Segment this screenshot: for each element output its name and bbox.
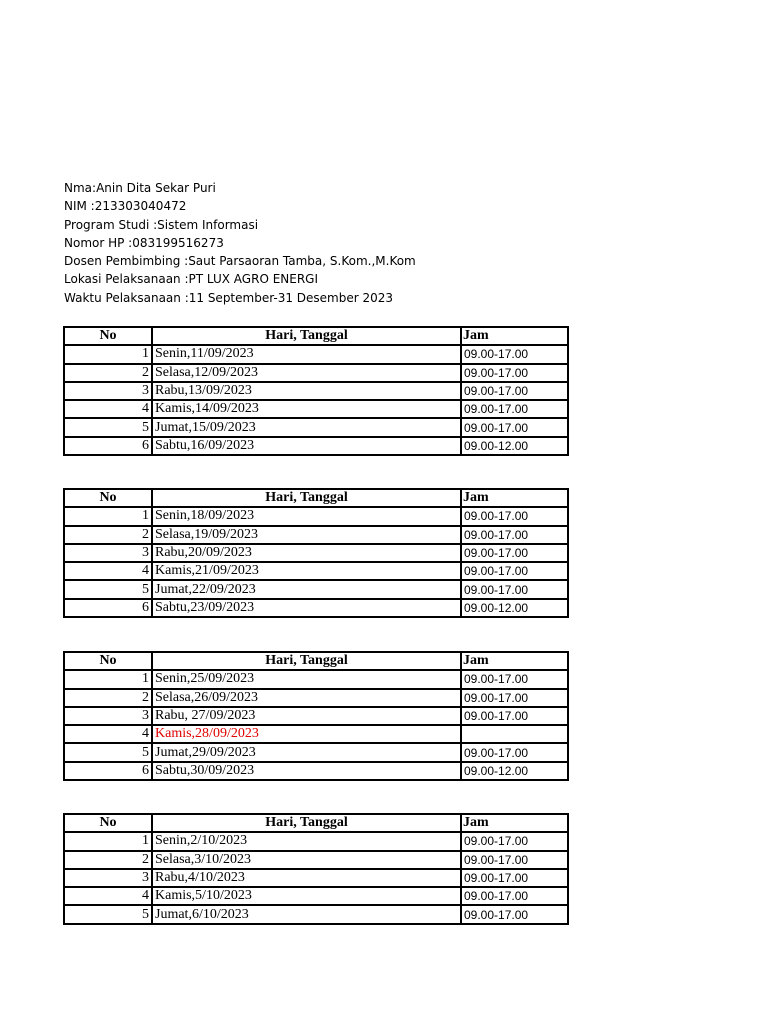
header-jam: Jam [461, 652, 568, 670]
table-row [64, 437, 568, 455]
cell-jam: 09.00-17.00 [461, 851, 568, 869]
table-header-row [64, 327, 568, 345]
cell-no: 2 [64, 851, 152, 869]
header-no: No [64, 652, 152, 670]
table-row [64, 544, 568, 562]
cell-no: 6 [64, 762, 152, 780]
cell-hari-tanggal: Rabu,13/09/2023 [152, 382, 461, 400]
cell-jam: 09.00-17.00 [461, 507, 568, 525]
cell-no: 2 [64, 364, 152, 382]
cell-no: 3 [64, 382, 152, 400]
header-jam: Jam [461, 814, 568, 832]
cell-jam: 09.00-17.00 [461, 832, 568, 850]
cell-jam: 09.00-12.00 [461, 437, 568, 455]
cell-no: 1 [64, 345, 152, 363]
table-row [64, 707, 568, 725]
cell-jam: 09.00-17.00 [461, 544, 568, 562]
table-row [64, 689, 568, 707]
table-row [64, 562, 568, 580]
table-row [64, 345, 568, 363]
table-header-row [64, 814, 568, 832]
cell-jam: 09.00-17.00 [461, 382, 568, 400]
cell-hari-tanggal: Kamis,5/10/2023 [152, 887, 461, 905]
cell-hari-tanggal: Kamis,21/09/2023 [152, 562, 461, 580]
cell-no: 4 [64, 887, 152, 905]
table-row [64, 725, 568, 743]
schedule-table-4 [63, 813, 569, 925]
cell-hari-tanggal: Jumat,6/10/2023 [152, 905, 461, 923]
cell-no: 6 [64, 599, 152, 617]
table-row [64, 832, 568, 850]
cell-jam: 09.00-17.00 [461, 743, 568, 761]
cell-hari-tanggal: Rabu,4/10/2023 [152, 869, 461, 887]
table-row [64, 743, 568, 761]
table-row [64, 400, 568, 418]
cell-hari-tanggal: Jumat,29/09/2023 [152, 743, 461, 761]
info-hp: Nomor HP :083199516273 [64, 235, 224, 250]
cell-jam: 09.00-17.00 [461, 670, 568, 688]
schedule-table-2 [63, 488, 569, 618]
cell-no: 4 [64, 725, 152, 743]
cell-jam: 09.00-17.00 [461, 869, 568, 887]
cell-no: 1 [64, 507, 152, 525]
header-jam: Jam [461, 489, 568, 507]
info-dosen: Dosen Pembimbing :Saut Parsaoran Tamba, S.Kom.,M.Kom [64, 254, 416, 269]
cell-hari-tanggal: Senin,2/10/2023 [152, 832, 461, 850]
cell-hari-tanggal: Jumat,22/09/2023 [152, 580, 461, 598]
cell-hari-tanggal: Selasa,19/09/2023 [152, 526, 461, 544]
header-jam: Jam [461, 327, 568, 345]
cell-no: 4 [64, 562, 152, 580]
cell-hari-tanggal: Jumat,15/09/2023 [152, 418, 461, 436]
table-row [64, 905, 568, 923]
cell-hari-tanggal: Kamis,28/09/2023 [152, 725, 461, 743]
cell-jam: 09.00-17.00 [461, 526, 568, 544]
cell-no: 6 [64, 437, 152, 455]
cell-jam: 09.00-17.00 [461, 580, 568, 598]
cell-jam: 09.00-12.00 [461, 762, 568, 780]
cell-jam: 09.00-17.00 [461, 364, 568, 382]
cell-no: 2 [64, 526, 152, 544]
cell-hari-tanggal: Kamis,14/09/2023 [152, 400, 461, 418]
cell-jam: 09.00-17.00 [461, 400, 568, 418]
cell-hari-tanggal: Sabtu,16/09/2023 [152, 437, 461, 455]
info-nama: Nma:Anin Dita Sekar Puri [64, 181, 216, 195]
table-row [64, 507, 568, 525]
cell-no: 2 [64, 689, 152, 707]
cell-jam [461, 725, 568, 743]
schedule-table-1 [63, 326, 569, 456]
cell-no: 1 [64, 832, 152, 850]
cell-hari-tanggal: Selasa,26/09/2023 [152, 689, 461, 707]
table-row [64, 887, 568, 905]
table-row [64, 851, 568, 869]
student-info [64, 179, 416, 307]
cell-jam: 09.00-17.00 [461, 345, 568, 363]
info-prodi: Program Studi :Sistem Informasi [64, 217, 259, 232]
table-row [64, 526, 568, 544]
table-row [64, 382, 568, 400]
cell-no: 4 [64, 400, 152, 418]
cell-jam: 09.00-17.00 [461, 887, 568, 905]
cell-hari-tanggal: Senin,25/09/2023 [152, 670, 461, 688]
cell-jam: 09.00-12.00 [461, 599, 568, 617]
header-no: No [64, 814, 152, 832]
cell-hari-tanggal: Selasa,12/09/2023 [152, 364, 461, 382]
cell-no: 1 [64, 670, 152, 688]
cell-no: 5 [64, 905, 152, 923]
cell-jam: 09.00-17.00 [461, 418, 568, 436]
table-row [64, 418, 568, 436]
cell-hari-tanggal: Selasa,3/10/2023 [152, 851, 461, 869]
cell-hari-tanggal: Rabu, 27/09/2023 [152, 707, 461, 725]
info-lokasi: Lokasi Pelaksanaan :PT LUX AGRO ENERGI [64, 272, 319, 287]
table-row [64, 670, 568, 688]
cell-no: 5 [64, 743, 152, 761]
table-row [64, 599, 568, 617]
cell-jam: 09.00-17.00 [461, 707, 568, 725]
header-hari-tanggal: Hari, Tanggal [152, 489, 461, 507]
header-no: No [64, 327, 152, 345]
header-hari-tanggal: Hari, Tanggal [152, 652, 461, 670]
table-row [64, 869, 568, 887]
cell-no: 5 [64, 418, 152, 436]
info-waktu: Waktu Pelaksanaan :11 September-31 Desember 2023 [64, 290, 394, 305]
table-header-row [64, 652, 568, 670]
header-hari-tanggal: Hari, Tanggal [152, 814, 461, 832]
cell-hari-tanggal: Sabtu,30/09/2023 [152, 762, 461, 780]
cell-no: 3 [64, 707, 152, 725]
header-no: No [64, 489, 152, 507]
table-row [64, 762, 568, 780]
cell-hari-tanggal: Sabtu,23/09/2023 [152, 599, 461, 617]
cell-no: 5 [64, 580, 152, 598]
cell-jam: 09.00-17.00 [461, 689, 568, 707]
schedule-table-3 [63, 651, 569, 781]
table-header-row [64, 489, 568, 507]
info-nim: NIM :213303040472 [64, 199, 187, 214]
cell-hari-tanggal: Senin,18/09/2023 [152, 507, 461, 525]
cell-hari-tanggal: Senin,11/09/2023 [152, 345, 461, 363]
header-hari-tanggal: Hari, Tanggal [152, 327, 461, 345]
cell-no: 3 [64, 544, 152, 562]
table-row [64, 364, 568, 382]
cell-jam: 09.00-17.00 [461, 562, 568, 580]
cell-jam: 09.00-17.00 [461, 905, 568, 923]
cell-no: 3 [64, 869, 152, 887]
cell-hari-tanggal: Rabu,20/09/2023 [152, 544, 461, 562]
table-row [64, 580, 568, 598]
